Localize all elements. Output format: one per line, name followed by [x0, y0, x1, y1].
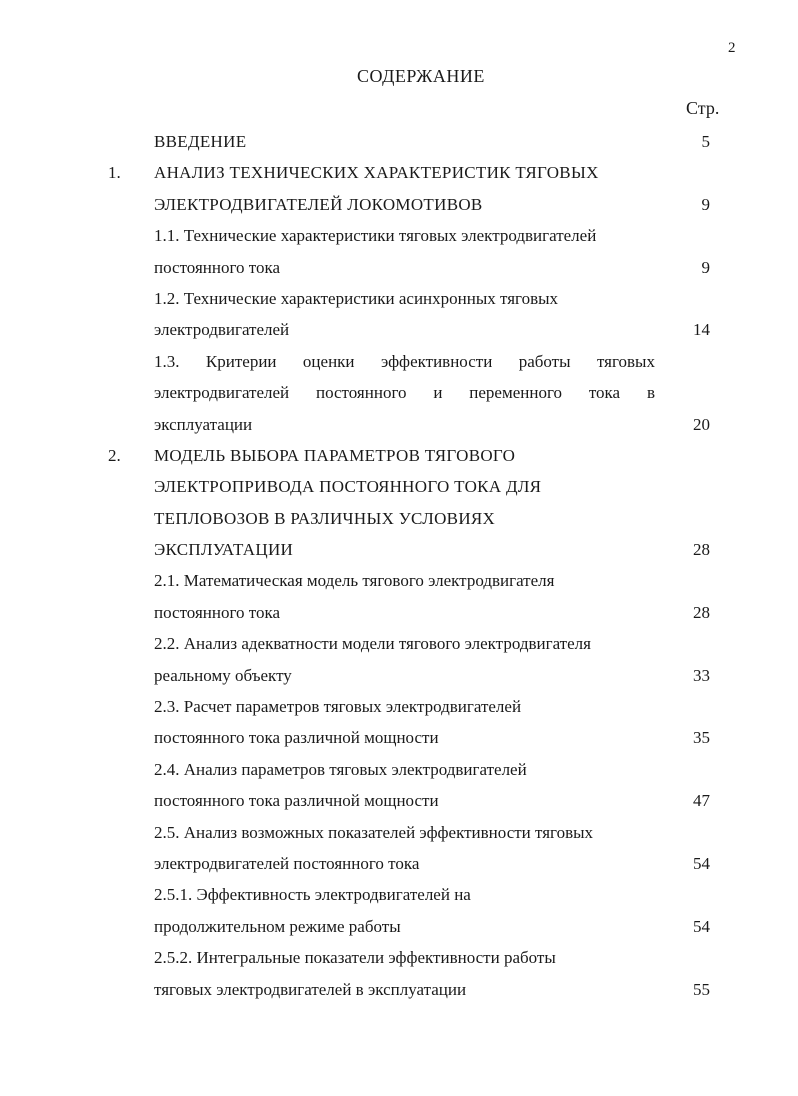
toc-entry-word: постоянного [315, 383, 407, 403]
toc-entry-text [154, 377, 655, 408]
toc-row [0, 189, 798, 220]
toc-row [0, 785, 798, 816]
toc-entry-text: постоянного тока различной мощности [154, 791, 439, 811]
toc-row [0, 534, 798, 565]
toc-row [0, 440, 798, 471]
toc-row [0, 471, 798, 502]
toc-section-number: 1. [108, 163, 121, 183]
toc-entry-word: и [433, 383, 443, 403]
toc-page-number: 14 [693, 320, 710, 340]
toc-row [0, 691, 798, 722]
toc-entry-word: 1.3. [154, 351, 180, 371]
toc-row [0, 565, 798, 596]
toc-entry-text: 2.4. Анализ параметров тяговых электродвигателей [154, 759, 527, 779]
toc-page-number: 47 [693, 791, 710, 811]
toc-entry-text: электродвигателей [154, 320, 290, 340]
table-of-contents [0, 126, 798, 1005]
toc-page-number: 28 [693, 602, 710, 622]
toc-entry-text: 2.5. Анализ возможных показателей эффективности тяговых [154, 822, 594, 842]
toc-row [0, 817, 798, 848]
toc-entry-text: ЭКСПЛУАТАЦИИ [154, 540, 294, 560]
toc-entry-word: в [646, 383, 655, 403]
toc-row [0, 252, 798, 283]
toc-row [0, 220, 798, 251]
toc-entry-word: оценки [302, 351, 355, 371]
toc-section-number: 2. [108, 445, 121, 465]
toc-entry-text: ЭЛЕКТРОДВИГАТЕЛЕЙ ЛОКОМОТИВОВ [154, 194, 483, 214]
toc-row [0, 597, 798, 628]
toc-page-number: 55 [693, 979, 710, 999]
toc-page-number: 20 [693, 414, 710, 434]
toc-entry-text: 1.2. Технические характеристики асинхронных тяговых [154, 288, 559, 308]
toc-entry-text: электродвигателей постоянного тока [154, 853, 420, 873]
toc-entry-word: Критерии [205, 351, 277, 371]
toc-page-number: 54 [693, 916, 710, 936]
toc-entry-text: тяговых электродвигателей в эксплуатации [154, 979, 467, 999]
toc-entry-text [154, 346, 655, 377]
toc-entry-word: тяговых [596, 351, 655, 371]
page-number: 2 [728, 40, 736, 56]
toc-row [0, 503, 798, 534]
toc-entry-text: 2.5.1. Эффективность электродвигателей на [154, 885, 471, 905]
toc-entry-text: АНАЛИЗ ТЕХНИЧЕСКИХ ХАРАКТЕРИСТИК ТЯГОВЫХ [154, 163, 599, 183]
toc-page-number: 9 [701, 257, 710, 277]
toc-entry-text: ВВЕДЕНИЕ [154, 132, 247, 151]
toc-row [0, 126, 798, 157]
toc-entry-word: электродвигателей [154, 383, 290, 403]
toc-row [0, 754, 798, 785]
toc-entry-text: 2.2. Анализ адекватности модели тягового электродвигателя [154, 634, 591, 654]
toc-row [0, 942, 798, 973]
toc-entry-text: 2.5.2. Интегральные показатели эффективности работы [154, 948, 556, 968]
toc-entry-text: постоянного тока различной мощности [154, 728, 439, 748]
toc-entry-text: ЭЛЕКТРОПРИВОДА ПОСТОЯННОГО ТОКА ДЛЯ [154, 477, 542, 497]
toc-page-number: 35 [693, 728, 710, 748]
toc-row [0, 660, 798, 691]
toc-row [0, 879, 798, 910]
toc-title: СОДЕРЖАНИЕ [357, 66, 485, 86]
toc-entry-text: 1.1. Технические характеристики тяговых электродвигателей [154, 226, 597, 246]
toc-page-number: 28 [693, 540, 710, 560]
toc-page-number: 9 [701, 194, 710, 214]
toc-entry-text: МОДЕЛЬ ВЫБОРА ПАРАМЕТРОВ ТЯГОВОГО [154, 445, 516, 465]
toc-page-number: 54 [693, 853, 710, 873]
toc-entry-text: реальному объекту [154, 665, 292, 685]
toc-row [0, 722, 798, 753]
toc-entry-text: постоянного тока [154, 602, 281, 622]
toc-row [0, 409, 798, 440]
toc-entry-text: постоянного тока [154, 257, 281, 277]
toc-page-number: 5 [701, 132, 710, 151]
toc-entry-word: работы [518, 351, 571, 371]
page-column-label: Стр. [686, 98, 720, 118]
toc-row [0, 848, 798, 879]
toc-row [0, 377, 798, 408]
toc-entry-text: ТЕПЛОВОЗОВ В РАЗЛИЧНЫХ УСЛОВИЯХ [154, 508, 496, 528]
toc-entry-text: эксплуатации [154, 414, 253, 434]
toc-row [0, 628, 798, 659]
toc-entry-text: 2.1. Математическая модель тягового электродвигателя [154, 571, 555, 591]
toc-row [0, 911, 798, 942]
toc-row [0, 157, 798, 188]
toc-row [0, 974, 798, 1005]
toc-entry-word: эффективности [380, 351, 493, 371]
toc-row [0, 346, 798, 377]
toc-page-number: 33 [693, 665, 710, 685]
toc-entry-word: тока [588, 383, 621, 403]
toc-entry-text: продолжительном режиме работы [154, 916, 401, 936]
toc-entry-word: переменного [469, 383, 563, 403]
toc-row [0, 283, 798, 314]
toc-row [0, 314, 798, 345]
toc-entry-text: 2.3. Расчет параметров тяговых электродвигателей [154, 697, 522, 717]
